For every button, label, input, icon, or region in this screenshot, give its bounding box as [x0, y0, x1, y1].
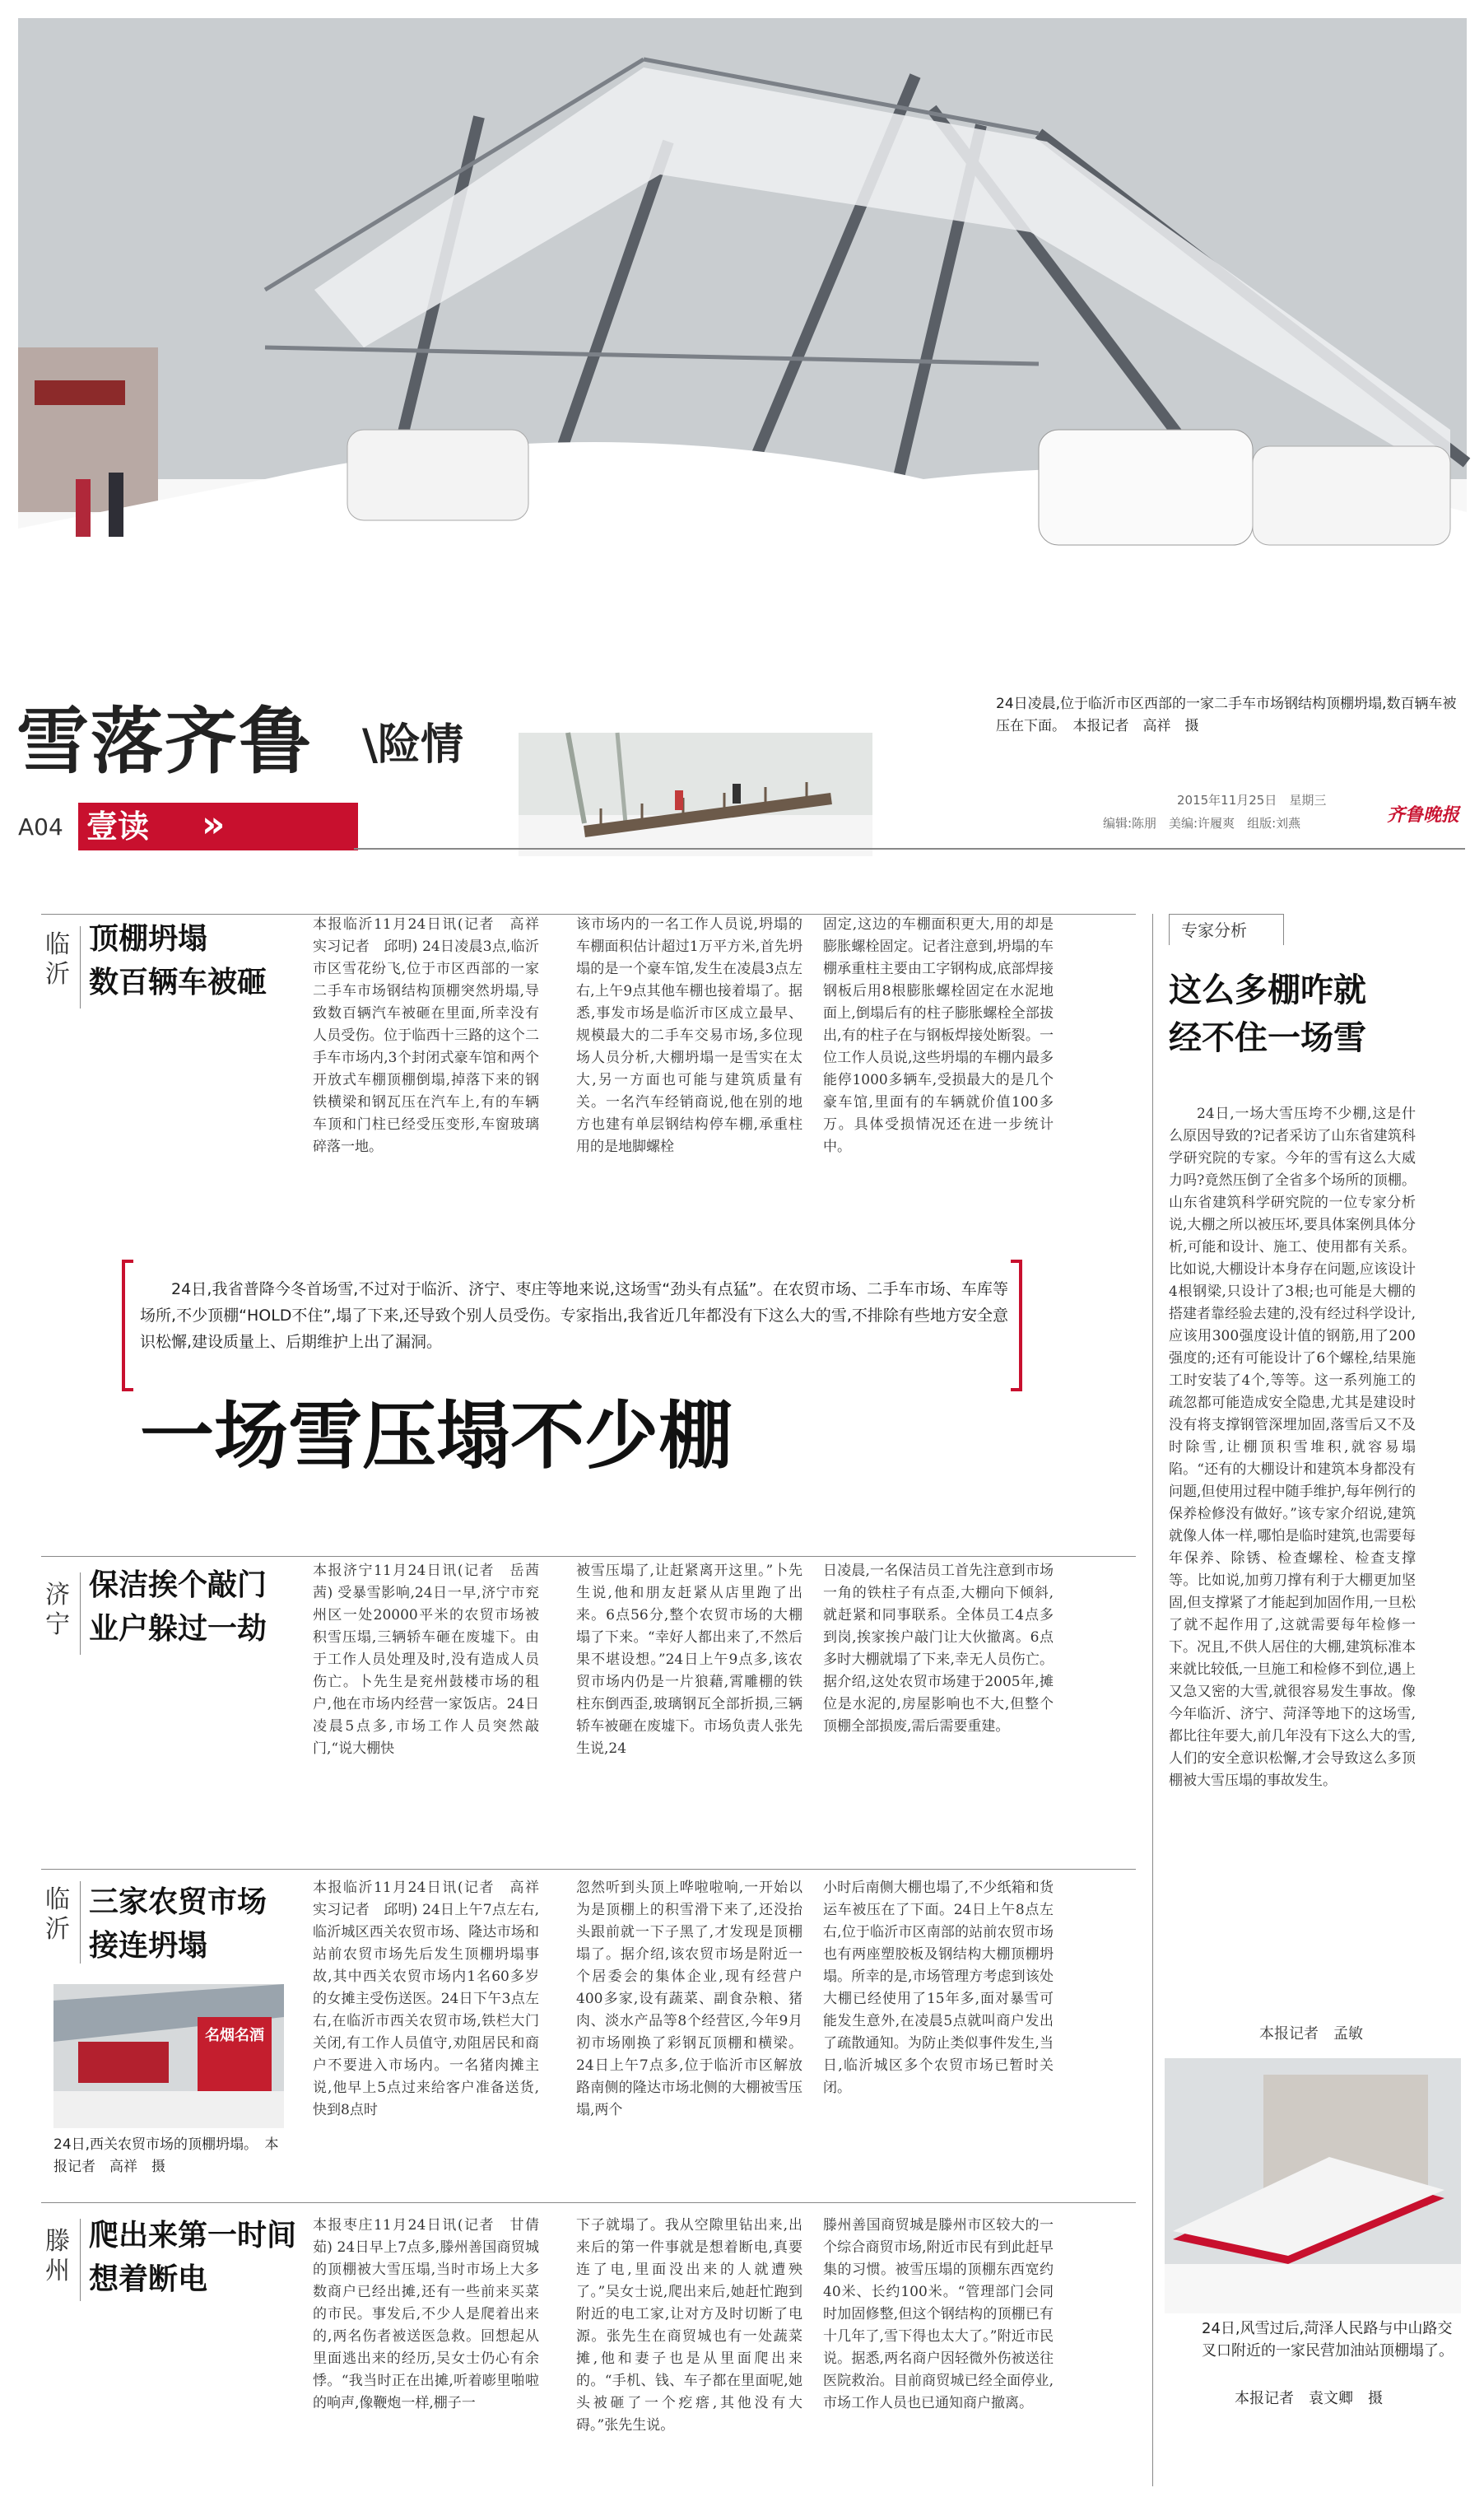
divider — [41, 1556, 1136, 1557]
location-bar — [80, 1881, 81, 1964]
story4-headline-1: 爬出来第一时间 — [89, 2219, 297, 2252]
section-label: 壹读 — [86, 808, 150, 845]
story4-location: 滕州 — [45, 2227, 70, 2285]
masthead-title: 雪落齐鲁 — [16, 698, 314, 784]
story1-column-3: 固定,这边的车棚面积更大,用的却是膨胀螺栓固定。记者注意到,坍塌的车棚承重柱主要由工字钢构成,底部焊接钢板后用8根膨胀螺栓固定在水泥地面上,倒塌后有的柱子膨胀螺栓全部拔出,有的柱子在与钢板焊接处断裂。一位工作人员说,这些坍塌的车棚内最多能停1000多辆车,受损最大的是几个豪车馆,里面有的车辆就价值100多万。具体受损情况还在进一步统计中。 — [823, 916, 1054, 1155]
story3-location: 临沂 — [45, 1885, 70, 1944]
masthead-rule — [354, 848, 1465, 850]
gas-station-photo — [1165, 2058, 1461, 2313]
story3-column-2: 忽然听到头顶上哗啦啦响,一开始以为是顶棚上的积雪滑下来了,还没抬头跟前就一下子黑了,才发现是顶棚塌了。据介绍,该农贸市场是附近一个居委会的集体企业,现有经营户400多家,设有蔬菜、副食杂粮、猪肉、淡水产品等8个经营区,今年9月初市场刚换了彩钢瓦顶棚和横梁。24日上午7点多,位于临沂市区解放路南侧的隆达市场北侧的大棚被雪压塌,两个 — [576, 1880, 802, 2118]
section-arrow-icon: » — [202, 804, 226, 846]
location-bar — [80, 1572, 81, 1655]
section-tab — [78, 803, 358, 850]
story2-column-3: 日凌晨,一名保洁员工首先注意到市场一角的铁柱子有点歪,大棚向下倾斜,就赶紧和同事联系。全体员工4点多到岗,挨家挨户敲门让大伙撤离。6点多时大棚就塌了下来,幸无人员伤亡。据介绍,这处农贸市场建于2005年,摊位是水泥的,房屋影响也不大,但整个顶棚全部损废,需后需要重建。 — [823, 1563, 1054, 1735]
divider — [41, 1869, 1136, 1870]
location-bar — [80, 926, 81, 1009]
photo-shop-sign: 名烟名酒 — [205, 2027, 264, 2044]
story4-column-3: 滕州善国商贸城是滕州市区较大的一个综合商贸市场,附近市民有到此赶早集的习惯。被雪压塌的顶棚东西宽约40米、长约100米。“管理部门会同时加固修整,但这个钢结构的顶棚已有十几年了,雪下得也太大了。”附近市民说。据悉,两名商户因轻微外伤被送往医院救治。目前商贸城已经全面停业,市场工作人员也已通知商户撤离。 — [823, 2217, 1054, 2411]
sidebar-rule — [1152, 914, 1153, 2486]
gas-station-photo-caption: 24日,风雪过后,菏泽人民路与中山路交叉口附近的一家民营加油站顶棚塌了。 — [1202, 2320, 1454, 2360]
gas-station-photo-byline: 本报记者 袁文卿 摄 — [1235, 2390, 1383, 2407]
story2-headline-1: 保洁挨个敲门 — [89, 1568, 267, 1602]
story2-location: 济宁 — [45, 1581, 70, 1639]
story1-column-1: 本报临沂11月24日讯(记者 高祥 实习记者 邱明) 24日凌晨3点,临沂市区雪花纷飞,位于市区西部的一家二手车市场钢结构顶棚突然坍塌,导致数百辆汽车被砸在里面,所幸没有人员受伤。位于临西十三路的这个二手车市场内,3个封闭式豪车馆和两个开放式车棚顶棚倒塌,掉落下来的钢铁横梁和钢瓦压在汽车上,有的车辆车顶和门柱已经受压变形,车窗玻璃碎落一地。 — [313, 916, 553, 1155]
story2-headline-2: 业户躲过一劫 — [89, 1612, 267, 1646]
story4-headline-2: 想着断电 — [89, 2262, 208, 2296]
bridge-photo — [519, 733, 872, 856]
lead-bracket-left — [122, 1260, 133, 1391]
lead-bracket-right — [1011, 1260, 1022, 1391]
page-number: A04 — [18, 813, 63, 841]
masthead — [0, 692, 1484, 856]
story2-column-2: 被雪压塌了,让赶紧离开这里。”卜先生说,他和朋友赶紧从店里跑了出来。6点56分,整个农贸市场的大棚塌了下来。“幸好人都出来了,不然后果不堪设想。”24日上午9点多,该农贸市场内仍是一片狼藉,霄雕棚的铁柱东倒西歪,玻璃钢瓦全部折损,三辆轿车被砸在废墟下。市场负责人张先生说,24 — [576, 1563, 802, 1757]
story3-column-1: 本报临沂11月24日讯(记者 高祥 实习记者 邱明) 24日上午7点左右,临沂城区西关农贸市场、隆达市场和站前农贸市场先后发生顶棚坍塌事故,其中西关农贸市场内1名60多岁的女摊主受伤送医。24日下午3点左右,在临沂市西关农贸市场,铁栏大门关闭,有工作人员值守,劝阻居民和商户不要进入市场内。一名猪肉摊主说,他早上5点过来给客户准备送货,快到8点时 — [313, 1880, 553, 2118]
story1-location: 临沂 — [45, 930, 70, 989]
story1-column-2: 该市场内的一名工作人员说,坍塌的车棚面积估计超过1万平方米,首先坍塌的是一个豪车馆,发生在凌晨3点左右,上午9点其他车棚也接着塌了。据悉,事发市场是临沂市区成立最早、规模最大的二手车交易市场,多位现场人员分析,大棚坍塌一是雪实在太大,另一方面也可能与建筑质量有关。一名汽车经销商说,他在别的地方也建有单层钢结构停车棚,承重柱用的是地脚螺栓 — [576, 916, 802, 1155]
market-photo — [53, 1984, 284, 2128]
lead-big-headline: 一场雪压塌不少棚 — [140, 1393, 733, 1479]
paper-logo: 齐鲁晚报 — [1387, 804, 1460, 826]
top-photo-caption: 24日凌晨,位于临沂市区西部的一家二手车市场钢结构顶棚坍塌,数百辆车被压在下面。 本报记者 高祥 摄 — [996, 696, 1457, 734]
story4-column-2: 下子就塌了。我从空隙里钻出来,出来后的第一件事就是想着断电,真要连了电,里面没出来的人就遭殃了。”吴女士说,爬出来后,她赶忙跑到附近的电工家,让对方及时切断了电源。张先生在商贸城也有一处蔬菜摊,他和妻子也是从里面爬出来的。“手机、钱、车子都在里面呢,她头被砸了一个疙瘩,其他没有大碍。”张先生说。 — [576, 2217, 802, 2434]
story3-headline-1: 三家农贸市场 — [89, 1885, 267, 1919]
lead-text: 24日,我省普降今冬首场雪,不过对于临沂、济宁、枣庄等地来说,这场雪“劲头有点猛”。在农贸市场、二手车市场、车库等场所,不少顶棚“HOLD不住”,塌了下来,还导致个别人员受伤。专家指出,我省近几年都没有下这么大的雪,不排除有些地方安全意识松懈,建设质量上、后期维护上出了漏洞。 — [140, 1280, 1008, 1351]
market-photo-caption: 24日,西关农贸市场的顶棚坍塌。 本报记者 高祥 摄 — [53, 2136, 279, 2175]
location-bar — [80, 2219, 81, 2301]
divider — [41, 2202, 1136, 2203]
issue-date: 2015年11月25日 星期三 — [1177, 793, 1327, 808]
expert-body: 24日,一场大雪压垮不少棚,这是什么原因导致的?记者采访了山东省建筑科学研究院的专家。今年的雪有这么大威力吗?竟然压倒了全省多个场所的顶棚。山东省建筑科学研究院的一位专家分析说,大棚之所以被压坏,要具体案例具体分析,可能和设计、施工、使用都有关系。比如说,大棚设计本身存在问题,应该设计4根钢梁,只设计了3根;也可能是大棚的搭建者靠经验去建的,没有经过科学设计,应该用300强度设计值的钢筋,用了200强度的;还有可能设计了6个螺栓,结果施工时安装了4个,等等。这一系列施工的疏忽都可能造成安全隐患,尤其是建设时没有将支撑钢管深埋加固,落雪后又不及时除雪,让棚顶积雪堆积,就容易塌陷。“还有的大棚设计和建筑本身都没有问题,但使用过程中随手维护,每年例行的保养检修没有做好。”该专家介绍说,建筑就像人体一样,哪怕是临时建筑,也需要每年保养、除锈、检查螺栓、检查支撑等。比如说,加剪刀撑有利于大棚更加坚固,但支撑紧了才能起到加固作用,一旦松了就不起作用了,这就需要每年检修一下。况且,不供人居住的大棚,建筑标准本来就比较低,一旦施工和检修不到位,遇上又急又密的大雪,就很容易发生事故。像今年临沂、济宁、菏泽等地下的这场雪,都比往年要大,前几年没有下这么大的雪,人们的安全意识松懈,才会导致这么多顶棚被大雪压塌的事故发生。 — [1169, 1106, 1416, 1789]
editors-credit: 编辑:陈朋 美编:许履爽 组版:刘燕 — [1103, 816, 1301, 831]
expert-tag-label: 专家分析 — [1181, 920, 1247, 940]
expert-tag — [1169, 914, 1284, 945]
story4-column-1: 本报枣庄11月24日讯(记者 甘倩茹) 24日早上7点多,滕州善国商贸城的顶棚被大雪压塌,当时市场上大多数商户已经出摊,还有一些前来买菜的市民。事发后,不少人是爬着出来的,两名伤者被送医急救。回想起从里面逃出来的经历,吴女士仍心有余悸。“我当时正在出摊,听着嘭里啪啦的响声,像鞭炮一样,棚子一 — [313, 2217, 539, 2411]
story3-column-3: 小时后南侧大棚也塌了,不少纸箱和货运车被压在了下面。24日上午8点左右,位于临沂市区南部的站前农贸市场也有两座塑胶板及钢结构大棚顶棚坍塌。所幸的是,市场管理方考虑到该处大棚已经使用了15年多,面对暴雪可能发生意外,在凌晨5点就叫商户发出了疏散通知。为防止类似事件发生,当日,临沂城区多个农贸市场已暂时关闭。 — [823, 1880, 1054, 2096]
story1-headline-1: 顶棚坍塌 — [89, 922, 208, 956]
story3-headline-2: 接连坍塌 — [89, 1929, 208, 1963]
expert-headline-1: 这么多棚咋就 — [1169, 971, 1366, 1009]
top-photo — [18, 18, 1467, 685]
story1-headline-2: 数百辆车被砸 — [89, 966, 267, 999]
expert-headline-2: 经不住一场雪 — [1169, 1019, 1366, 1057]
masthead-subtitle: \险情 — [362, 720, 463, 770]
expert-byline: 本报记者 孟敏 — [1259, 2025, 1363, 2043]
story2-column-1: 本报济宁11月24日讯(记者 岳茜茜) 受暴雪影响,24日一早,济宁市兖州区一处20000平米的农贸市场被积雪压塌,三辆轿车砸在废墟下。由于工作人员处理及时,没有造成人员伤亡。卜先生是兖州鼓楼市场的租户,他在市场内经营一家饭店。24日凌晨5点多,市场工作人员突然敲门,“说大棚快 — [313, 1563, 539, 1757]
